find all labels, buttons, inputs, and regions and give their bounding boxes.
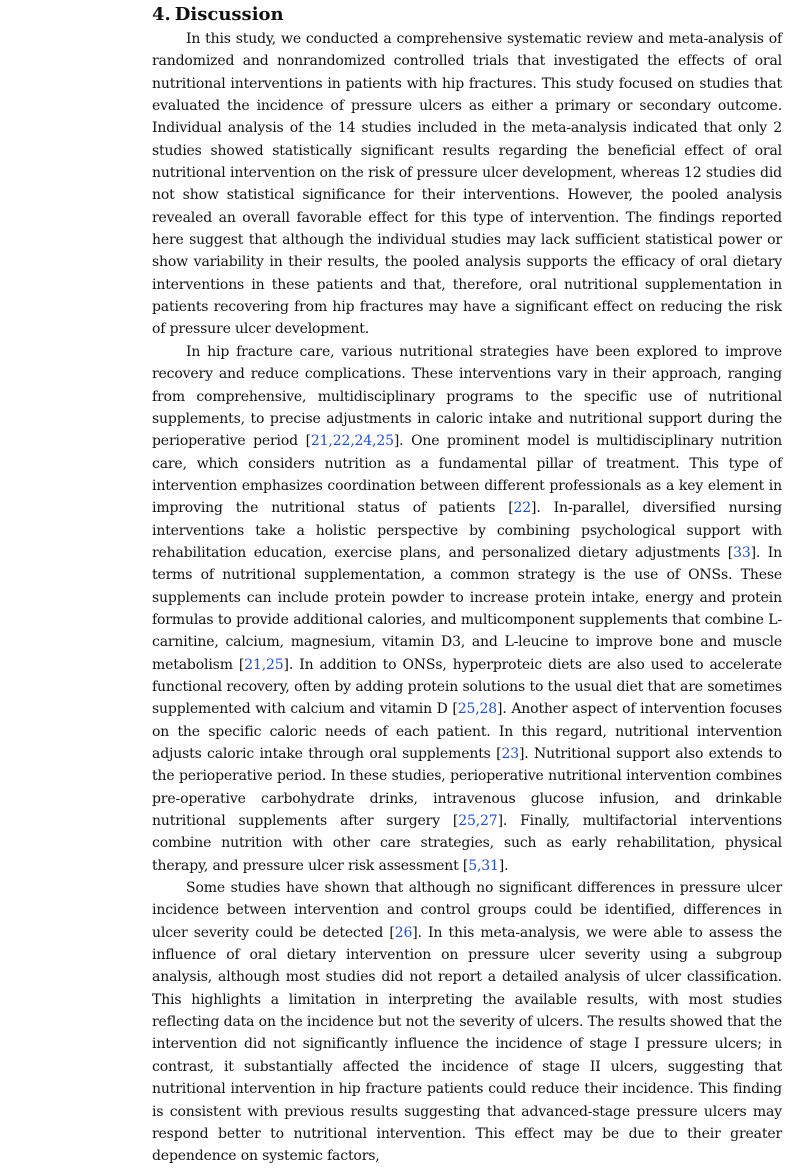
citation-link[interactable]: 22 bbox=[513, 500, 532, 517]
body-paragraph bbox=[152, 341, 782, 877]
paragraph-text: ]. In this meta-analysis, we were able to assess the influence of oral dietary intervention on pressure ulcer severity using a subgroup analysis, although most studies did not report a detailed analysis of ulcer classification. This highlights a limitation in interpreting the available results, with most studies reflecting data on the incidence but not the severity of ulcers. The results showed that the intervention did not significantly influence the incidence of stage I pressure ulcers; in contrast, it substantially affected the incidence of stage II ulcers, suggesting that nutritional intervention in hip fracture patients could reduce their incidence. This finding is consistent with previous results suggesting that advanced-stage pressure ulcers may respond better to nutritional intervention. This effect may be due to their greater dependence on systemic factors, bbox=[152, 924, 782, 1165]
citation-link[interactable]: 26 bbox=[394, 924, 413, 941]
section-heading bbox=[152, 2, 782, 28]
section-title: Discussion bbox=[174, 4, 284, 25]
paragraph-text: ]. Nutritional support also extends to the perioperative period. In these studies, perioperative nutritional intervention combines pre-operative carbohydrate drinks, intravenous glucose infusion, and drinkable nutritional supplements after surgery [ bbox=[152, 746, 782, 830]
paragraph-text: ]. Another aspect of intervention focuses on the specific caloric needs of each patient. In this regard, nutritional intervention adjusts caloric intake through oral supplements [ bbox=[152, 701, 782, 762]
paragraph-text: In hip fracture care, various nutritional strategies have been explored to improve recovery and reduce complications. These interventions vary in their approach, ranging from comprehensive, multidisciplinary programs to the specific use of nutritional supplements, to precise adjustments in caloric intake and nutritional support during the perioperative period [ bbox=[152, 343, 782, 450]
paragraph-text: ]. In addition to ONSs, hyperproteic diets are also used to accelerate functional recovery, often by adding protein solutions to the usual diet that are sometimes supplemented with calcium and vitamin D [ bbox=[152, 656, 782, 718]
discussion-body bbox=[152, 28, 782, 1168]
citation-link[interactable]: 21,22,24,25 bbox=[310, 433, 394, 450]
citation-link[interactable]: 5,31 bbox=[468, 857, 499, 874]
paragraph-text: ]. bbox=[498, 857, 509, 874]
document-page bbox=[152, 0, 782, 1168]
citation-link[interactable]: 21,25 bbox=[244, 656, 284, 673]
paragraph-text: ]. One prominent model is multidisciplinary nutrition care, which considers nutrition as a fundamental pillar of treatment. This type of intervention emphasizes coordination between different professionals as a key element in improving the nutritional status of patients [ bbox=[152, 433, 782, 517]
citation-link[interactable]: 33 bbox=[733, 544, 751, 561]
body-paragraph bbox=[152, 28, 782, 341]
paragraph-text: ]. In-parallel, diversified nursing interventions take a holistic perspective by combining psychological support with rehabilitation education, exercise plans, and personalized dietary adjustments [ bbox=[152, 500, 782, 561]
paragraph-text: ]. Finally, multifactorial interventions combine nutrition with other care strategies, such as early rehabilitation, physical therapy, and pressure ulcer risk assessment [ bbox=[152, 813, 783, 874]
section-number: 4. bbox=[152, 4, 171, 25]
paragraph-text: In this study, we conducted a comprehensive systematic review and meta-analysis of randomized and nonrandomized controlled trials that investigated the effects of oral nutritional interventions in patients with hip fractures. This study focused on studies that evaluated the incidence of pressure ulcers as either a primary or secondary outcome. Individual analysis of the 14 studies included in the meta-analysis indicated that only 2 studies showed statistically significant results regarding the beneficial effect of oral nutritional intervention on the risk of pressure ulcer development, whereas 12 studies did not show statistical significance for their interventions. However, the pooled analysis revealed an overall favorable effect for this type of intervention. The findings reported here suggest that although the individual studies may lack sufficient statistical power or show variability in their results, the pooled analysis supports the efficacy of oral dietary interventions in these patients and that, therefore, oral nutritional supplementation in patients recovering from hip fractures may have a significant effect on reducing the risk of pressure ulcer development. bbox=[152, 31, 782, 338]
citation-link[interactable]: 23 bbox=[501, 746, 519, 762]
paragraph-text: Some studies have shown that although no significant differences in pressure ulcer incidence between intervention and control groups could be identified, differences in ulcer severity could be detected [ bbox=[152, 880, 782, 941]
paragraph-text: ]. In terms of nutritional supplementation, a common strategy is the use of ONSs. These supplements can include protein powder to increase protein intake, energy and protein formulas to provide additional calories, and multicomponent supplements that combine L-carnitine, calcium, magnesium, vitamin D3, and L-leucine to improve bone and muscle metabolism [ bbox=[152, 544, 782, 673]
citation-link[interactable]: 25,28 bbox=[457, 701, 498, 718]
citation-link[interactable]: 25,27 bbox=[458, 813, 498, 830]
body-paragraph bbox=[152, 877, 782, 1167]
